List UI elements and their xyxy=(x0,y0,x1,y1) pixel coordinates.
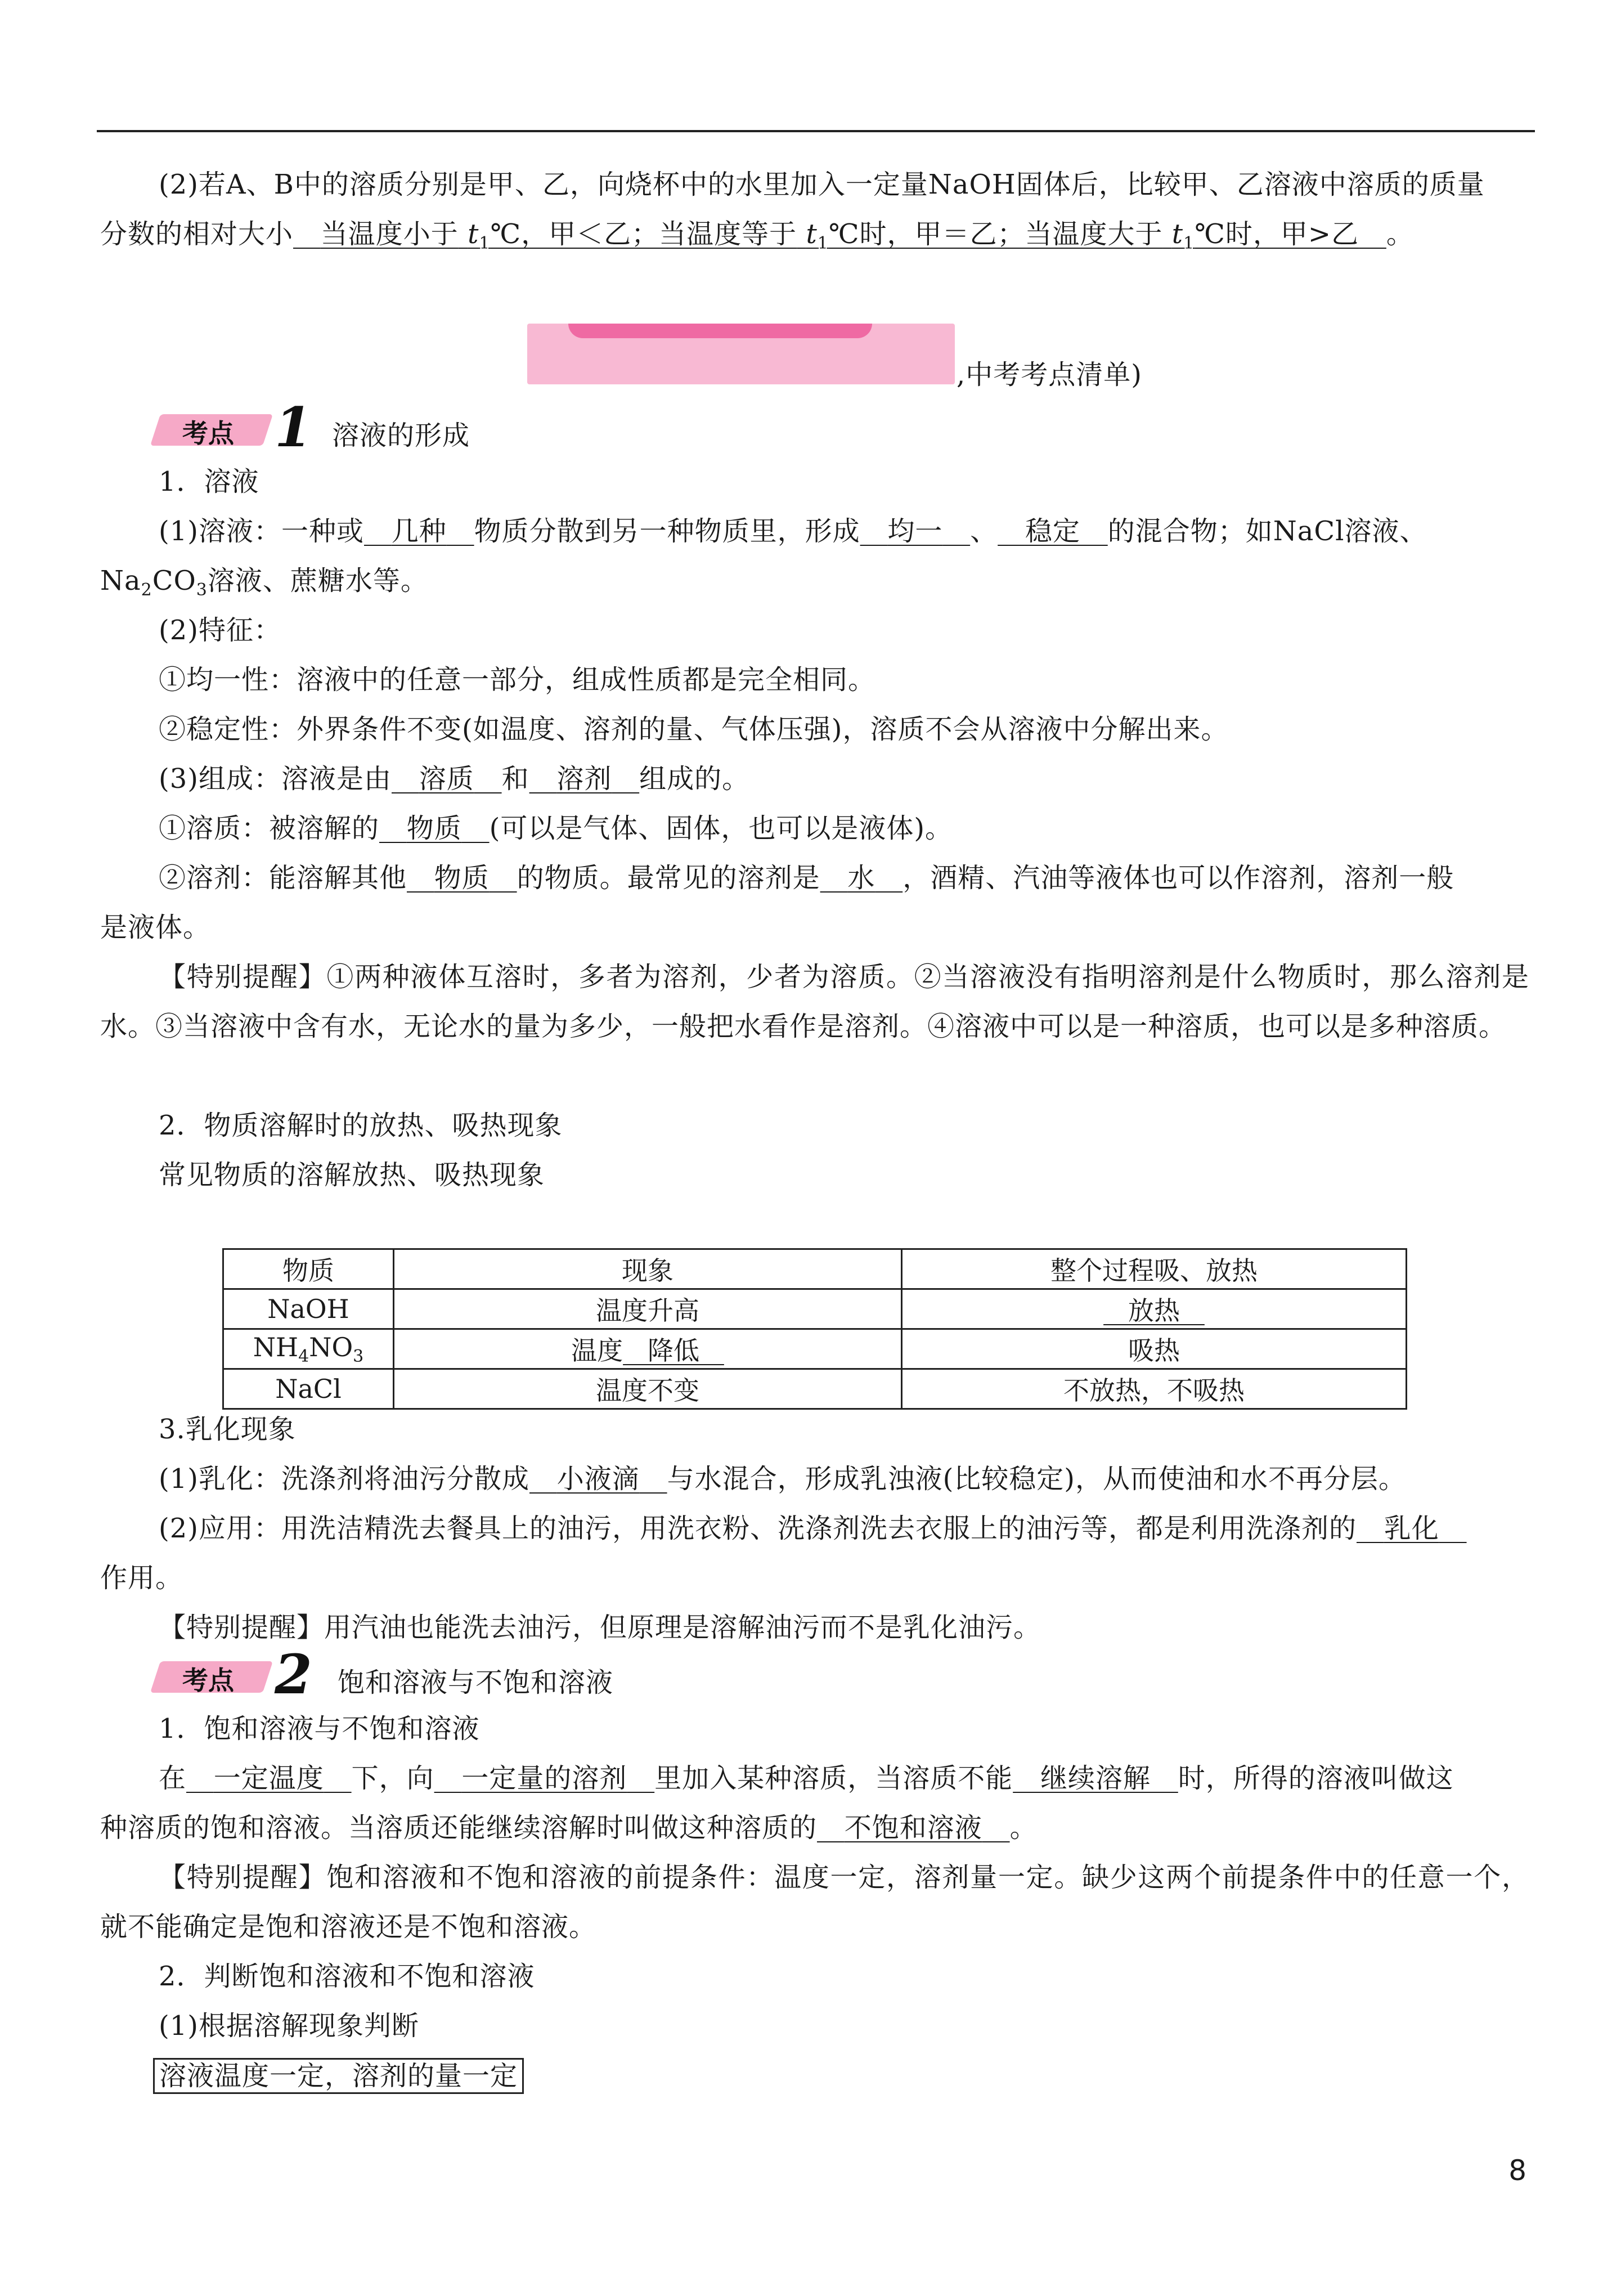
table-cell: 吸热 xyxy=(902,1329,1407,1369)
heat-table xyxy=(222,1248,1407,1410)
emulsion-def: (1)乳化：洗涤剂将油污分散成 小液滴 与水混合，形成乳浊液(比较稳定)，从而使油和水不再分层。 xyxy=(159,1463,1407,1495)
header-rule xyxy=(97,130,1535,132)
emulsion-use-line2: 作用。 xyxy=(100,1562,183,1594)
table-cell: 不放热，不吸热 xyxy=(902,1369,1407,1409)
table-cell: 温度 降低 xyxy=(394,1329,902,1369)
heading-heat-sub: 常见物质的溶解放热、吸热现象 xyxy=(159,1159,545,1191)
table-row xyxy=(223,1329,1407,1369)
solute-line: ①溶质：被溶解的 物质 (可以是气体、固体，也可以是液体)。 xyxy=(159,813,953,844)
tip-1: 【特别提醒】①两种液体互溶时，多者为溶剂，少者为溶质。②当溶液没有指明溶剂是什么物质时，那么溶剂是水。③当溶液中含有水，无论水的量为多少，一般把水看作是溶剂。④溶液中可以是一种溶质，也可以是多种溶质。 xyxy=(100,961,1529,1042)
q2-line1: (2)若A、B中的溶质分别是甲、乙，向烧杯中的水里加入一定量NaOH固体后，比较甲、乙溶液中溶质的质量 xyxy=(159,169,1485,200)
table-header: 整个过程吸、放热 xyxy=(902,1249,1407,1289)
table-row xyxy=(223,1369,1407,1409)
def-solution-line1: (1)溶液：一种或 几种 物质分散到另一种物质里，形成 均一 、 稳定 的混合物；如NaCl溶液、 xyxy=(159,515,1427,547)
condition-box: 溶液温度一定，溶剂的量一定 xyxy=(153,2058,524,2094)
tip-3: 【特别提醒】饱和溶液和不饱和溶液的前提条件：温度一定，溶剂量一定。缺少这两个前提条件中的任意一个，就不能确定是饱和溶液还是不饱和溶液。 xyxy=(100,1862,1529,1943)
kaodian-number-2: 2 xyxy=(275,1643,312,1706)
table-cell: 放热 xyxy=(902,1289,1407,1329)
heading-judge-sub: (1)根据溶解现象判断 xyxy=(159,2010,419,2042)
table-cell: $NH_4NO_3$ xyxy=(223,1329,394,1369)
heading-heat: 2．物质溶解时的放热、吸热现象 xyxy=(159,1110,563,1141)
table-cell: NaOH xyxy=(223,1289,394,1329)
table-row xyxy=(223,1289,1407,1329)
section-banner-accent xyxy=(568,324,872,338)
saturated-def-line1: 在 一定温度 下，向 一定量的溶剂 里加入某种溶质，当溶质不能 继续溶解 时，所得的溶液叫做这 xyxy=(159,1763,1454,1794)
table-header: 物质 xyxy=(223,1249,394,1289)
solvent-line2: 是液体。 xyxy=(100,912,211,943)
table-header-row xyxy=(223,1249,1407,1289)
table-cell: 温度升高 xyxy=(394,1289,902,1329)
kaodian-number-1: 1 xyxy=(275,396,312,459)
table-cell: NaCl xyxy=(223,1369,394,1409)
saturated-def-line2: 种溶质的饱和溶液。当溶质还能继续溶解时叫做这种溶质的 不饱和溶液 。 xyxy=(100,1812,1038,1844)
solvent-line1: ②溶剂：能溶解其他 物质 的物质。最常见的溶剂是 水 ，酒精、汽油等液体也可以作溶剂，溶剂一般 xyxy=(159,862,1454,894)
composition-line: (3)组成：溶液是由 溶质 和 溶剂 组成的。 xyxy=(159,763,750,795)
feature-uniform: ①均一性：溶液中的任意一部分，组成性质都是完全相同。 xyxy=(159,664,876,696)
kaodian-tag-1: 考点 xyxy=(155,410,268,449)
def-solution-line2: $Na_2CO_3$溶液、蔗糖水等。 xyxy=(100,565,428,600)
kaodian-tag-2: 考点 xyxy=(155,1657,268,1696)
kaodian-title-1: 溶液的形成 xyxy=(332,420,470,451)
table-cell: 温度不变 xyxy=(394,1369,902,1409)
heading-saturated: 1．饱和溶液与不饱和溶液 xyxy=(159,1713,480,1745)
page-number: 8 xyxy=(1508,2154,1526,2187)
heading-judge: 2．判断饱和溶液和不饱和溶液 xyxy=(159,1961,535,1992)
q2-line2: 分数的相对大小 当温度小于 $t_1℃$，甲＜乙；当温度等于 $t_1℃$时，甲＝乙；当温度大于 $t_1℃$时，甲>乙 。 xyxy=(100,218,1414,253)
banner-caption: ,中考考点清单) xyxy=(957,359,1142,391)
table-header: 现象 xyxy=(394,1249,902,1289)
heading-emulsion: 3.乳化现象 xyxy=(159,1414,296,1445)
tip-2: 【特别提醒】用汽油也能洗去油污，但原理是溶解油污而不是乳化油污。 xyxy=(159,1612,1041,1643)
feature-stable: ②稳定性：外界条件不变(如温度、溶剂的量、气体压强)，溶质不会从溶液中分解出来。 xyxy=(159,714,1229,745)
kaodian-title-2: 饱和溶液与不饱和溶液 xyxy=(338,1667,614,1698)
feature-title: (2)特征： xyxy=(159,615,281,646)
heading-solution: 1．溶液 xyxy=(159,466,259,497)
emulsion-use-line1: (2)应用：用洗洁精洗去餐具上的油污，用洗衣粉、洗涤剂洗去衣服上的油污等，都是利用洗涤剂的 乳化 xyxy=(159,1513,1439,1544)
